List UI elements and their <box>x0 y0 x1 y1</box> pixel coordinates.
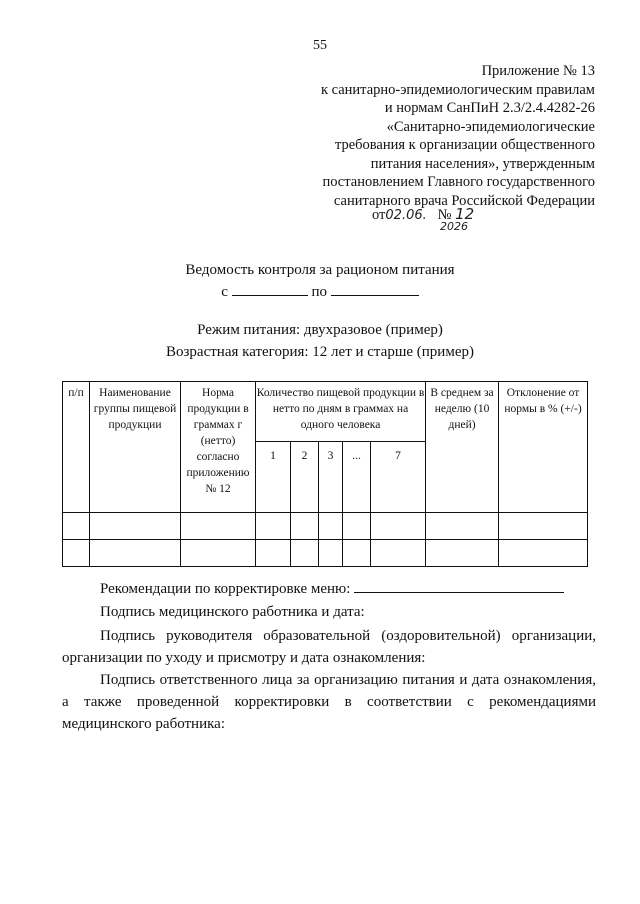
period-from-label: с <box>221 284 228 300</box>
table-cell[interactable] <box>63 540 90 567</box>
annex-line: «Санитарно-эпидемиологические <box>386 118 595 135</box>
annex-line: питания населения», утвержденным <box>370 155 595 172</box>
table-cell[interactable] <box>256 513 291 540</box>
header-product-group: Наименование группы пищевой продукции <box>90 382 181 513</box>
period-to-label: по <box>311 284 327 300</box>
feeding-regime: Режим питания: двухразовое (пример) <box>197 322 443 338</box>
table-cell[interactable] <box>181 513 256 540</box>
handwritten-number: 12 <box>455 205 475 223</box>
header-num: п/п <box>63 382 90 513</box>
document-title: Ведомость контроля за рационом питания <box>185 262 455 278</box>
table-cell[interactable] <box>371 540 426 567</box>
medical-signature: Подпись медицинского работника и дата: <box>100 604 365 620</box>
day-column-header: ... <box>343 442 371 513</box>
annex-line: к санитарно-эпидемиологическим правилам <box>320 81 595 98</box>
day-column-header: 3 <box>319 442 343 513</box>
header-deviation: Отклонение от нормы в % (+/-) <box>499 382 588 513</box>
table-cell[interactable] <box>291 513 319 540</box>
table-cell[interactable] <box>256 540 291 567</box>
table-cell[interactable] <box>319 540 343 567</box>
period-to-blank <box>331 283 419 296</box>
annex-line: Приложение № 13 <box>481 63 595 79</box>
day-column-header: 2 <box>291 442 319 513</box>
age-category: Возрастная категория: 12 лет и старше (пример) <box>166 344 474 360</box>
handwritten-date: 02.06. <box>385 208 427 223</box>
table-cell[interactable] <box>181 540 256 567</box>
table-row <box>63 513 588 540</box>
annex-line: санитарного врача Российской Федерации <box>333 192 595 209</box>
header-quantity-by-days: Количество пищевой продукции в нетто по дням в граммах на одного человека <box>256 382 426 442</box>
annex-line: и нормам СанПиН 2.3/2.4.4282-26 <box>384 100 595 116</box>
annex-line: требования к организации общественного <box>334 137 595 153</box>
number-label: № <box>437 207 452 223</box>
table-cell[interactable] <box>343 540 371 567</box>
from-label: от <box>372 207 386 223</box>
handwritten-year: 2026 <box>440 220 468 233</box>
table-cell[interactable] <box>291 540 319 567</box>
annex-block <box>300 62 595 210</box>
period-from-blank <box>232 283 308 296</box>
header-norm: Норма продукции в граммах г (нетто) согласно приложению № 12 <box>181 382 256 513</box>
period-line <box>0 283 640 301</box>
table-row <box>63 540 588 567</box>
table-cell[interactable] <box>499 513 588 540</box>
table-cell[interactable] <box>426 513 499 540</box>
table-cell[interactable] <box>90 513 181 540</box>
header-weekly-average: В среднем за неделю (10 дней) <box>426 382 499 513</box>
day-column-header: 7 <box>371 442 426 513</box>
table-cell[interactable] <box>499 540 588 567</box>
recommendations-blank[interactable] <box>354 580 564 593</box>
table-cell[interactable] <box>343 513 371 540</box>
day-column-header: 1 <box>256 442 291 513</box>
annex-line: постановлением Главного государственного <box>322 174 595 190</box>
table-cell[interactable] <box>426 540 499 567</box>
head-signature: Подпись руководителя образовательной (оздоровительной) организации, организации по уходу и присмотру и дата ознакомления: <box>62 628 596 666</box>
recommendations-label: Рекомендации по корректировке меню: <box>100 581 351 597</box>
ration-control-table <box>62 381 588 567</box>
table-cell[interactable] <box>371 513 426 540</box>
table-cell[interactable] <box>90 540 181 567</box>
table-cell[interactable] <box>63 513 90 540</box>
responsible-signature: Подпись ответственного лица за организацию питания и дата ознакомления, а также проведенной корректировки в соответствии с рекомендациями медицинского работника: <box>62 672 596 732</box>
page-number: 55 <box>313 38 327 53</box>
recommendations-line <box>62 578 596 600</box>
table-cell[interactable] <box>319 513 343 540</box>
